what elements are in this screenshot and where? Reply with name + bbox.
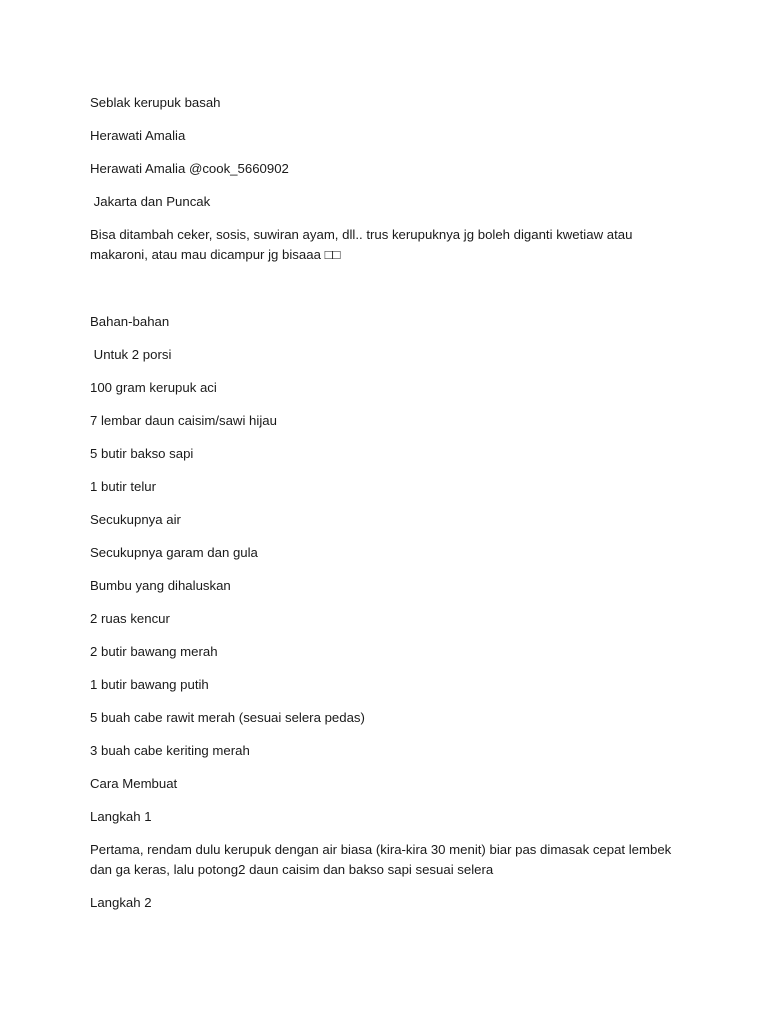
method-heading: Cara Membuat [90,776,178,791]
author-handle: Herawati Amalia @cook_5660902 [90,161,289,176]
step-text: Pertama, rendam dulu kerupuk dengan air biasa (kira-kira 30 menit) biar pas dimasak cepat lembek dan ga keras, lalu potong2 daun caisim dan bakso sapi sesuai selera [90,842,675,877]
recipe-description: Bisa ditambah ceker, sosis, suwiran ayam, dll.. trus kerupuknya jg boleh diganti kwetiaw atau makaroni, atau mau dicampur jg bisaaa □□ [90,227,637,262]
ingredient-item: 2 ruas kencur [90,611,170,626]
ingredient-item: 5 butir bakso sapi [90,446,194,461]
author-name: Herawati Amalia [90,128,186,143]
ingredient-item: 7 lembar daun caisim/sawi hijau [90,413,277,428]
ingredient-list [90,378,680,774]
ingredients-heading: Bahan-bahan [90,314,170,329]
step-label: Langkah 1 [90,809,152,824]
ingredient-item: 2 butir bawang merah [90,644,218,659]
ingredient-item: Secukupnya air [90,512,181,527]
step-label: Langkah 2 [90,895,152,910]
ingredient-subheading: Bumbu yang dihaluskan [90,578,231,593]
ingredient-item: 5 buah cabe rawit merah (sesuai selera pedas) [90,710,365,725]
author-location: Jakarta dan Puncak [90,194,211,209]
ingredient-item: 1 butir telur [90,479,156,494]
recipe-title: Seblak kerupuk basah [90,95,221,110]
ingredient-item: Secukupnya garam dan gula [90,545,258,560]
servings: Untuk 2 porsi [90,347,172,362]
ingredient-item: 100 gram kerupuk aci [90,380,217,395]
document-body [90,93,680,913]
ingredient-item: 1 butir bawang putih [90,677,209,692]
ingredient-item: 3 buah cabe keriting merah [90,743,250,758]
